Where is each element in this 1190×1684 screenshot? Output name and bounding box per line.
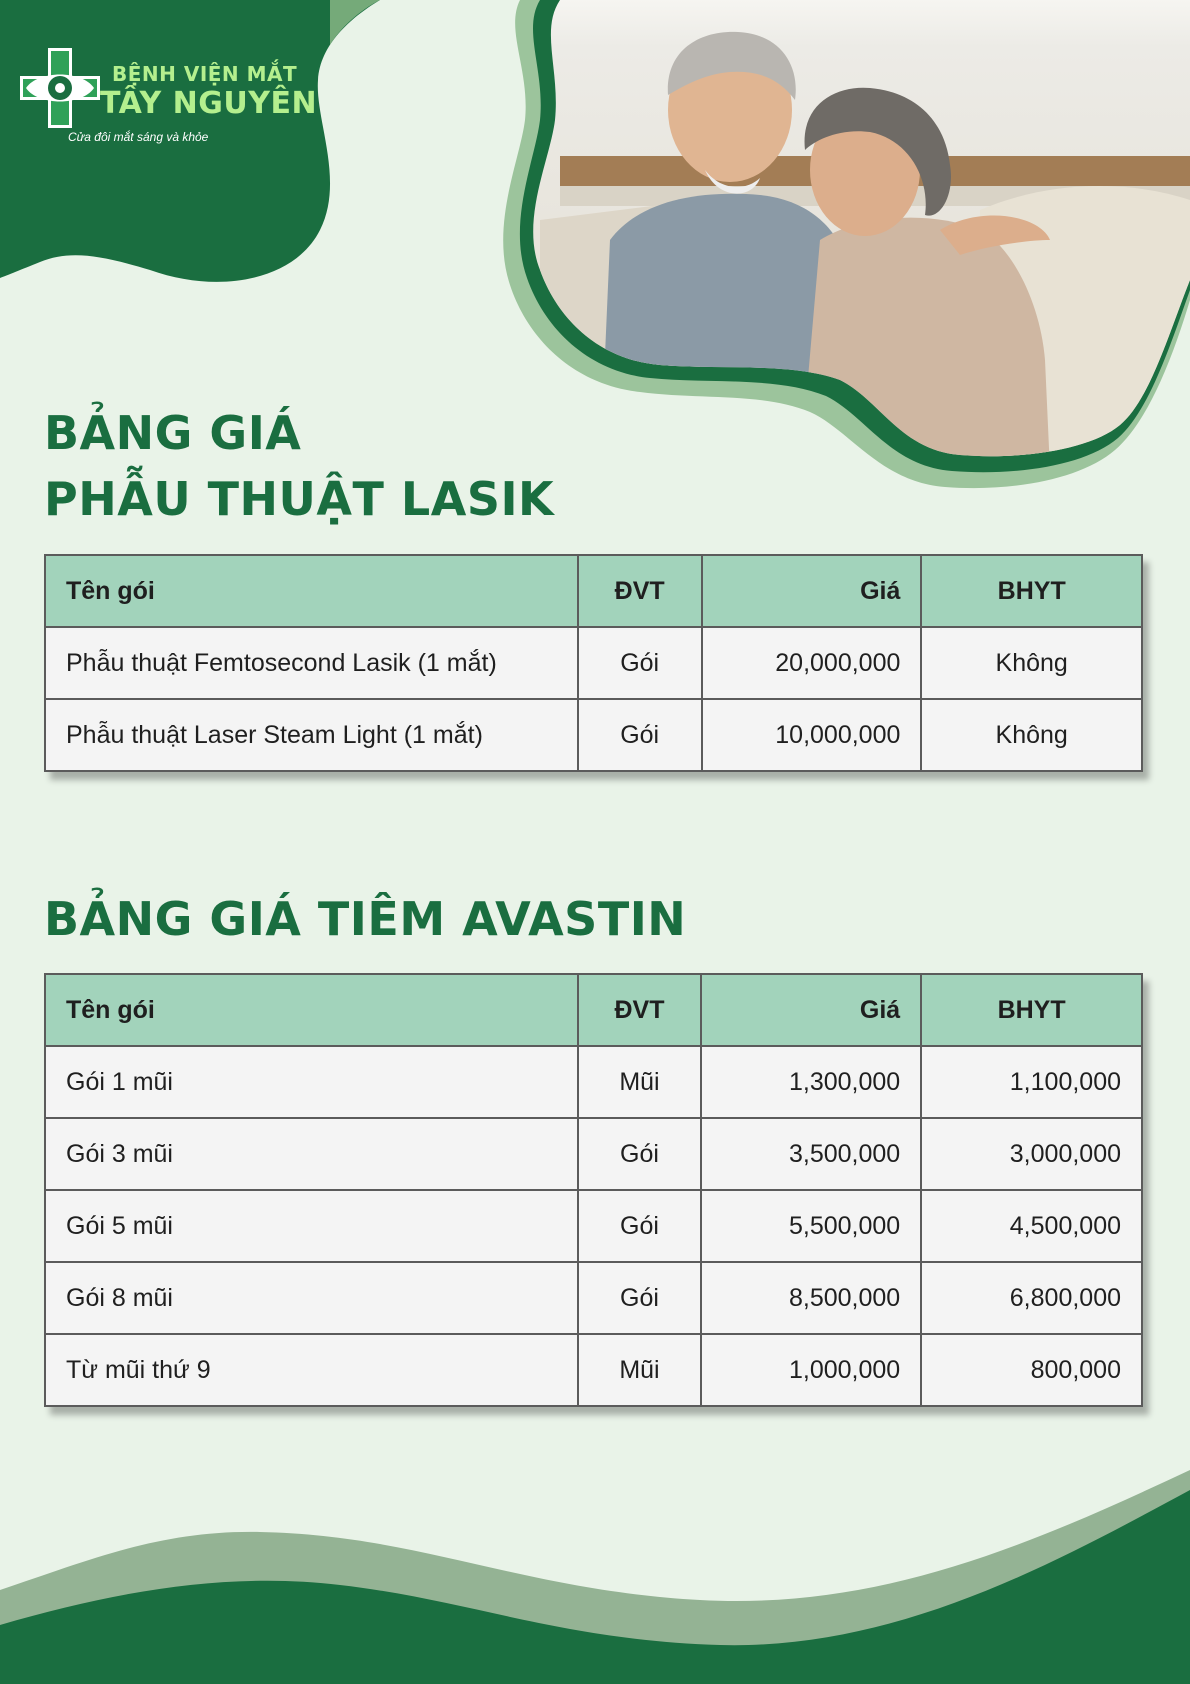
table-row xyxy=(45,1046,1142,1118)
cell-bhyt: 4,500,000 xyxy=(921,1190,1142,1262)
eye-cross-icon xyxy=(20,48,100,128)
cell-bhyt: Không xyxy=(921,627,1142,699)
cell-unit: Mũi xyxy=(578,1334,702,1406)
cell-price: 10,000,000 xyxy=(702,699,922,771)
cell-unit: Gói xyxy=(578,1262,702,1334)
header-unit: ĐVT xyxy=(578,974,702,1046)
header-name: Tên gói xyxy=(45,555,578,627)
cell-unit: Gói xyxy=(578,699,702,771)
header-bhyt: BHYT xyxy=(921,555,1142,627)
cell-bhyt: 6,800,000 xyxy=(921,1262,1142,1334)
lasik-price-table xyxy=(44,554,1143,772)
cell-name: Gói 3 mũi xyxy=(45,1118,578,1190)
logo-name-line1: BỆNH VIỆN MẮT xyxy=(112,62,298,86)
cell-bhyt: 800,000 xyxy=(921,1334,1142,1406)
bottom-wave-dark xyxy=(0,1490,1190,1684)
top-left-accent xyxy=(330,0,380,45)
cell-unit: Gói xyxy=(578,1118,702,1190)
header-price: Giá xyxy=(701,974,921,1046)
cell-name: Phẫu thuật Femtosecond Lasik (1 mắt) xyxy=(45,627,578,699)
lasik-title-line1: BẢNG GIÁ xyxy=(44,406,302,460)
table-row xyxy=(45,699,1142,771)
cell-name: Từ mũi thứ 9 xyxy=(45,1334,578,1406)
hospital-logo xyxy=(20,48,318,158)
logo-name-line2: TÂY NGUYÊN xyxy=(100,86,318,121)
cell-bhyt: 1,100,000 xyxy=(921,1046,1142,1118)
cell-price: 1,300,000 xyxy=(701,1046,921,1118)
table-row xyxy=(45,1190,1142,1262)
avastin-title: BẢNG GIÁ TIÊM AVASTIN xyxy=(44,892,687,946)
cell-price: 5,500,000 xyxy=(701,1190,921,1262)
lasik-title-line2: PHẪU THUẬT LASIK xyxy=(44,472,555,526)
table-row xyxy=(45,1262,1142,1334)
table-row xyxy=(45,1334,1142,1406)
cell-price: 1,000,000 xyxy=(701,1334,921,1406)
header-bhyt: BHYT xyxy=(921,974,1142,1046)
cell-price: 20,000,000 xyxy=(702,627,922,699)
cell-unit: Gói xyxy=(578,627,702,699)
cell-name: Gói 8 mũi xyxy=(45,1262,578,1334)
table-header-row xyxy=(45,974,1142,1046)
logo-slogan: Cửa đôi mắt sáng và khỏe xyxy=(68,130,209,144)
cell-name: Gói 1 mũi xyxy=(45,1046,578,1118)
cell-price: 8,500,000 xyxy=(701,1262,921,1334)
table-header-row xyxy=(45,555,1142,627)
header-price: Giá xyxy=(702,555,922,627)
cell-unit: Mũi xyxy=(578,1046,702,1118)
header-name: Tên gói xyxy=(45,974,578,1046)
cell-unit: Gói xyxy=(578,1190,702,1262)
cell-name: Phẫu thuật Laser Steam Light (1 mắt) xyxy=(45,699,578,771)
table-row xyxy=(45,1118,1142,1190)
table-row xyxy=(45,627,1142,699)
header-unit: ĐVT xyxy=(578,555,702,627)
cell-bhyt: 3,000,000 xyxy=(921,1118,1142,1190)
avastin-price-table xyxy=(44,973,1143,1407)
cell-price: 3,500,000 xyxy=(701,1118,921,1190)
cell-name: Gói 5 mũi xyxy=(45,1190,578,1262)
cell-bhyt: Không xyxy=(921,699,1142,771)
